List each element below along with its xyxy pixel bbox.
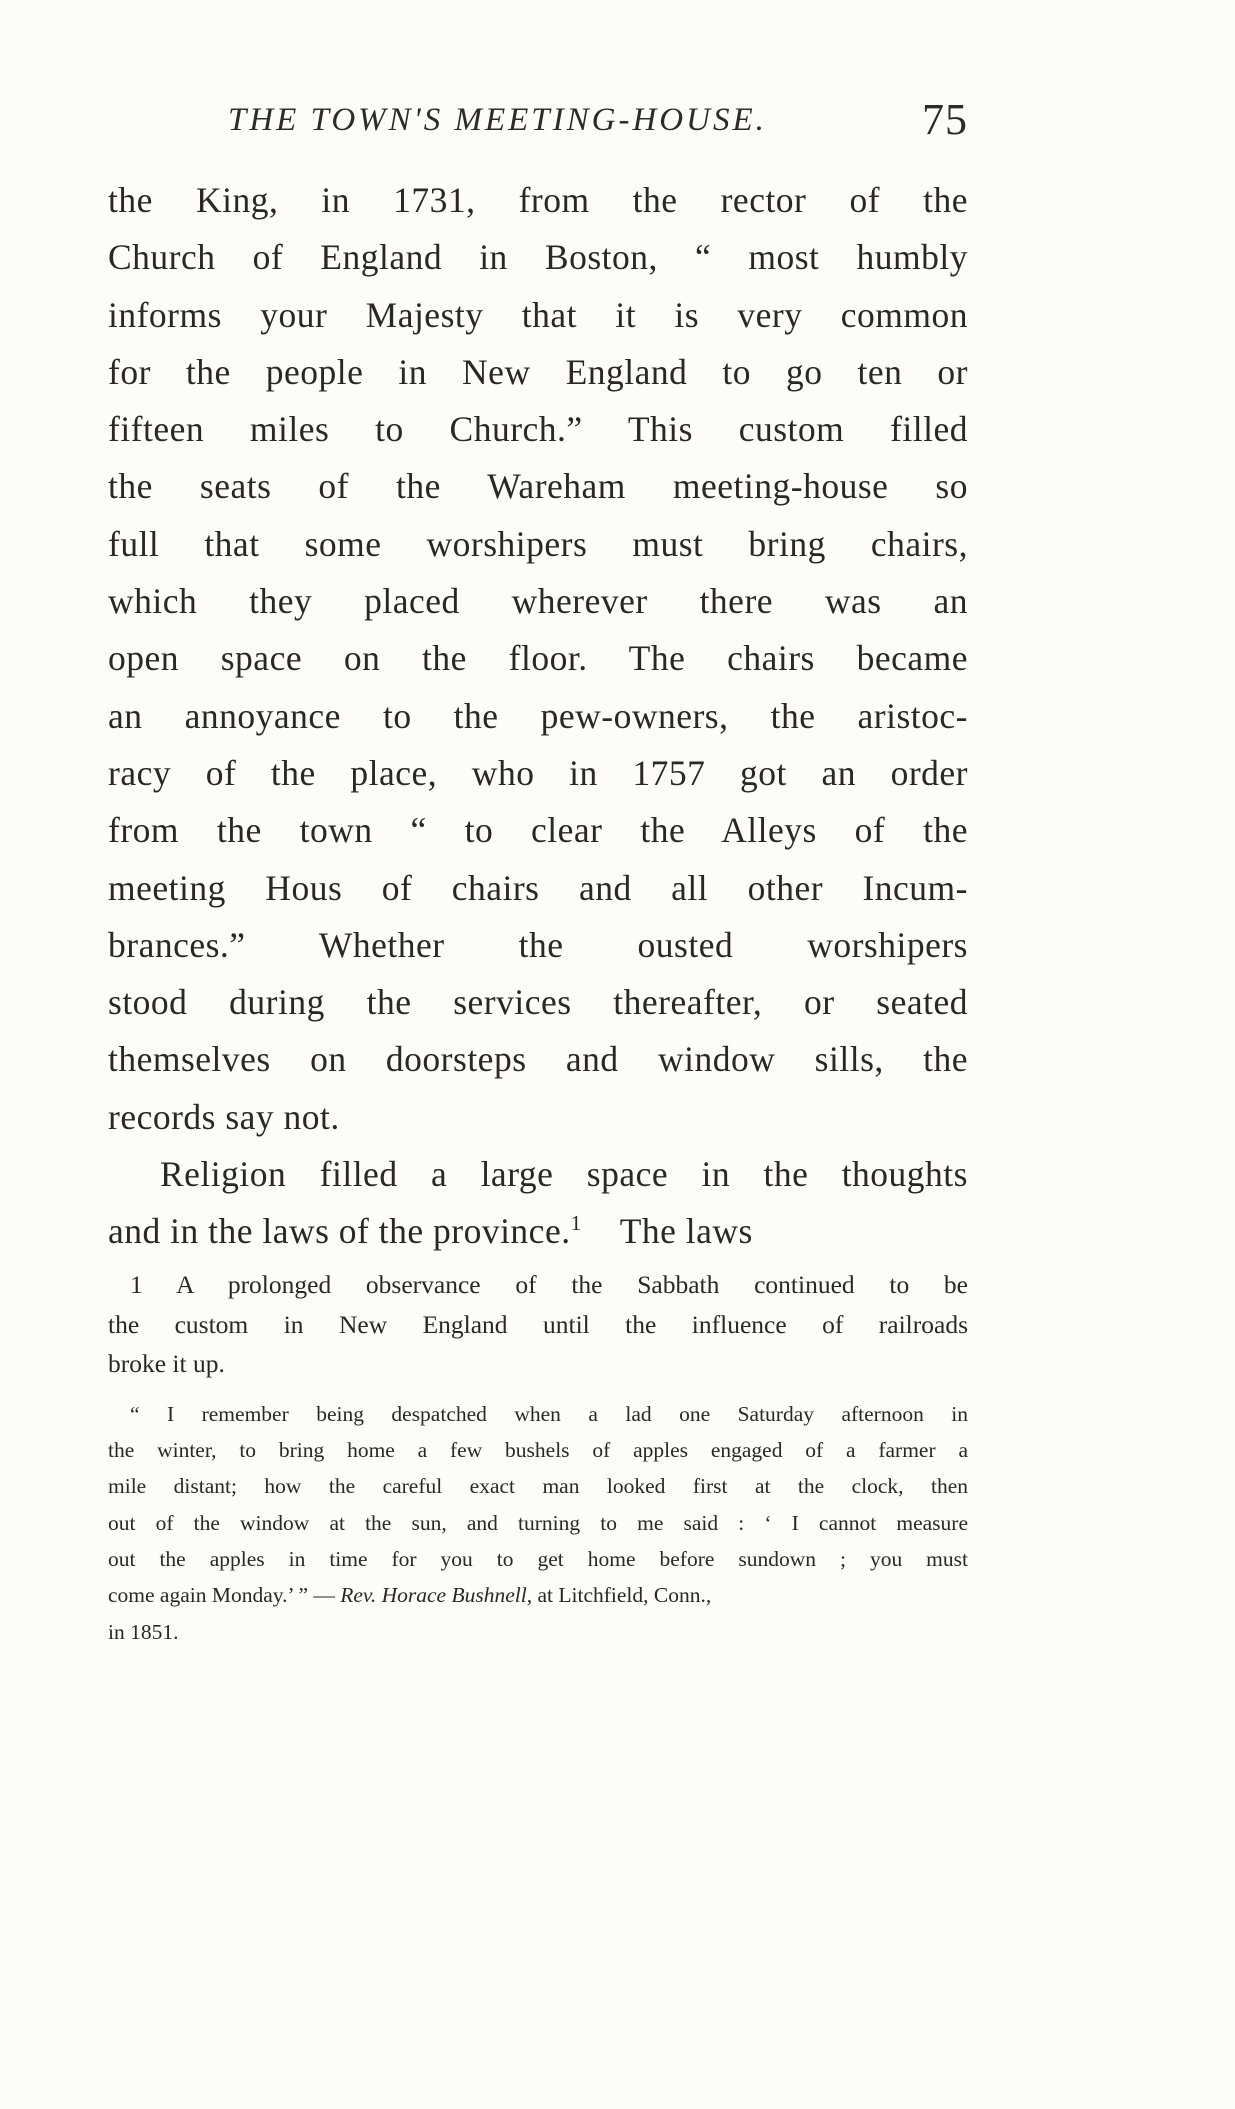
quote-attribution-line	[108, 1577, 968, 1613]
text-line: themselves on doorsteps and window sills, the	[108, 1039, 968, 1080]
text-line: an annoyance to the pew-owners, the aristoc-	[108, 695, 968, 736]
text-line: from the town “ to clear the Alleys of the	[108, 810, 968, 851]
quote-line: out of the window at the sun, and turning to me said : ‘ I cannot measure	[108, 1510, 968, 1535]
quote-line: mile distant; how the careful exact man looked first at the clock, then	[108, 1474, 968, 1499]
footnote-line: the custom in New England until the influence of railroads	[108, 1309, 968, 1339]
quote-line: the winter, to bring home a few bushels of apples engaged of a farmer a	[108, 1437, 968, 1462]
text-line: Church of England in Boston, “ most humbly	[108, 237, 968, 278]
text-line: open space on the floor. The chairs became	[108, 638, 968, 679]
quote-author: Rev. Horace Bushnell,	[340, 1583, 533, 1608]
text-line: for the people in New England to go ten or	[108, 351, 968, 392]
quote-line: out the apples in time for you to get home before sundown ; you must	[108, 1547, 968, 1572]
text-line: racy of the place, who in 1757 got an order	[108, 752, 968, 793]
text-line: the seats of the Wareham meeting-house so	[108, 466, 968, 507]
text-line: the King, in 1731, from the rector of the	[108, 180, 968, 220]
footnote-spacer	[108, 1384, 968, 1396]
footnote-text: A prolonged observance of the Sabbath continued to be	[176, 1270, 968, 1299]
text-segment: and in the laws of the province.	[108, 1211, 571, 1252]
text-line: brances.” Whether the ousted worshipers	[108, 924, 968, 965]
footnote-marker: 1	[130, 1270, 143, 1299]
quote-place: at Litchfield, Conn.,	[537, 1583, 712, 1608]
quote-line: “ I remember being despatched when a lad one Saturday afternoon in	[130, 1401, 968, 1426]
text-line: meeting Hous of chairs and all other Incum-	[108, 867, 968, 908]
body-text	[108, 172, 968, 1261]
running-title: THE TOWN'S MEETING-HOUSE.	[228, 102, 767, 138]
text-line: stood during the services thereafter, or seated	[108, 982, 968, 1023]
text-segment: The laws	[619, 1211, 753, 1252]
text-line: which they placed wherever there was an	[108, 581, 968, 622]
text-line: records say not.	[108, 1096, 340, 1137]
footnotes	[108, 1265, 968, 1650]
footnote-line	[108, 1265, 968, 1305]
footnote-reference: 1	[570, 1211, 582, 1236]
quote-text: come again Monday.’ ” —	[108, 1583, 335, 1608]
running-head	[108, 96, 968, 146]
text-line-with-footnote	[108, 1203, 968, 1260]
text-line: full that some worshipers must bring chairs,	[108, 523, 968, 564]
text-line: fifteen miles to Church.” This custom filled	[108, 409, 968, 450]
page-number: 75	[922, 95, 968, 144]
footnote-line: broke it up.	[108, 1349, 225, 1378]
quote-line: in 1851.	[108, 1619, 179, 1644]
text-line: informs your Majesty that it is very common	[108, 294, 968, 335]
text-line: Religion filled a large space in the thoughts	[160, 1154, 968, 1195]
